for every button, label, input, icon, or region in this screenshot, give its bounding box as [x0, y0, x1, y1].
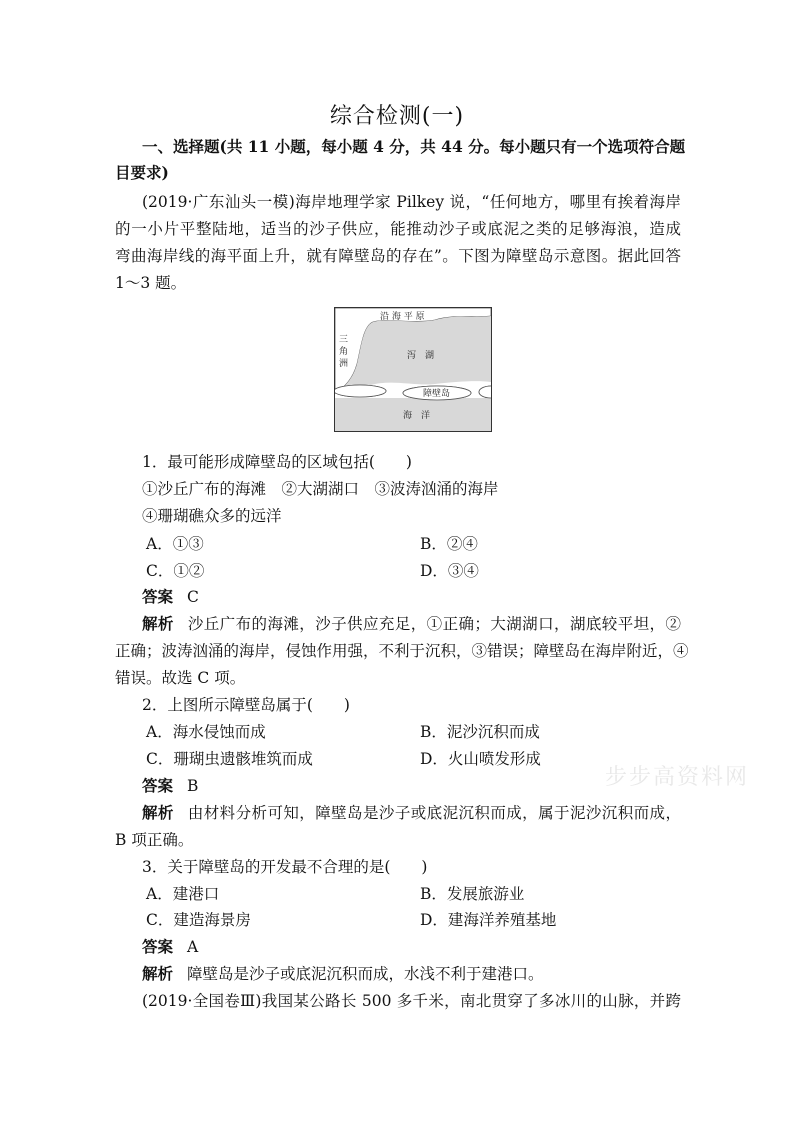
answer-value: A [187, 938, 199, 956]
q1-analysis-line-2: 正确；波涛汹涌的海岸，侵蚀作用强，不利于沉积，③错误；障壁岛在海岸附近，④ [115, 642, 689, 660]
material-line-3: 弯曲海岸线的海平面上升，就有障壁岛的存在”。下图为障壁岛示意图。据此回答 [115, 247, 681, 265]
analysis-text: 沙丘广布的海滩，沙子供应充足，①正确；大湖湖口，湖底较平坦，② [187, 615, 681, 633]
delta-label-2: 角 [339, 347, 349, 357]
q2-option-c: C．珊瑚虫遗骸堆筑而成 [146, 750, 313, 768]
analysis-label: 解析 [142, 614, 174, 633]
q1-option-b: B．②④ [420, 535, 478, 553]
q3-answer [142, 934, 708, 960]
q1-option-a: A．①③ [146, 535, 204, 553]
analysis-label: 解析 [142, 803, 174, 822]
delta-label-3: 洲 [339, 359, 349, 369]
q3-analysis [142, 961, 708, 987]
delta-label-1: 三 [339, 335, 349, 345]
question-1-stem: 1．最可能形成障壁岛的区域包括( ) [142, 453, 412, 471]
q1-analysis [142, 611, 681, 637]
next-material-line: (2019·全国卷Ⅲ)我国某公路长 500 多千米，南北贯穿了多冰川的山脉，并跨 [142, 992, 681, 1010]
q1-option-c: C．①② [146, 562, 205, 580]
q2-analysis-line-2: B 项正确。 [115, 831, 194, 849]
q1-answer [142, 584, 708, 610]
barrier-island-diagram [334, 307, 492, 432]
answer-label: 答案 [142, 587, 174, 606]
answer-value: B [187, 777, 199, 795]
section-heading-cont: 目要求) [115, 163, 169, 182]
q2-analysis [142, 800, 681, 826]
material-line-1: (2019·广东汕头一模)海岸地理学家 Pilkey 说，“任何地方，哪里有挨着海岸 [142, 193, 681, 211]
lagoon-label: 泻 湖 [407, 351, 435, 361]
material-line-2: 的一小片平整陆地，适当的沙子供应，能推动沙子或底泥之类的足够海浪，造成 [115, 220, 681, 238]
sea-label: 海 洋 [403, 411, 431, 421]
q3-option-d: D．建海洋养殖基地 [420, 911, 557, 929]
answer-label: 答案 [142, 776, 174, 795]
analysis-text: 由材料分析可知，障壁岛是沙子或底泥沉积而成，属于泥沙沉积而成， [187, 804, 681, 822]
question-1-items: ①沙丘广布的海滩 ②大湖湖口 ③波涛汹涌的海岸 [142, 480, 499, 498]
q1-option-d: D．③④ [420, 562, 479, 580]
barrier-island-label: 障壁岛 [423, 389, 451, 399]
q1-analysis-line-3: 错误。故选 C 项。 [115, 669, 246, 687]
q2-option-a: A．海水侵蚀而成 [146, 723, 266, 741]
analysis-text: 障壁岛是沙子或底泥沉积而成，水浅不利于建港口。 [187, 965, 544, 983]
q3-option-c: C．建造海景房 [146, 911, 251, 929]
analysis-label: 解析 [142, 964, 174, 983]
answer-value: C [187, 588, 199, 606]
q3-option-b: B．发展旅游业 [420, 885, 525, 903]
q2-option-d: D．火山喷发形成 [420, 750, 541, 768]
section-heading: 一、选择题(共 11 小题，每小题 4 分，共 44 分。每小题只有一个选项符合题 [142, 137, 686, 156]
answer-label: 答案 [142, 937, 174, 956]
question-1-items-cont: ④珊瑚礁众多的远洋 [142, 507, 282, 525]
page-title: 综合检测(一) [329, 104, 465, 129]
question-2-stem: 2．上图所示障壁岛属于( ) [142, 696, 350, 714]
coastal-plain-label: 沿 海 平 原 [380, 312, 425, 322]
material-line-4: 1～3 题。 [115, 274, 187, 292]
q2-option-b: B．泥沙沉积而成 [420, 723, 540, 741]
watermark: 步步高资料网 [605, 765, 750, 790]
q3-option-a: A．建港口 [146, 885, 220, 903]
question-3-stem: 3．关于障壁岛的开发最不合理的是( ) [142, 858, 428, 876]
